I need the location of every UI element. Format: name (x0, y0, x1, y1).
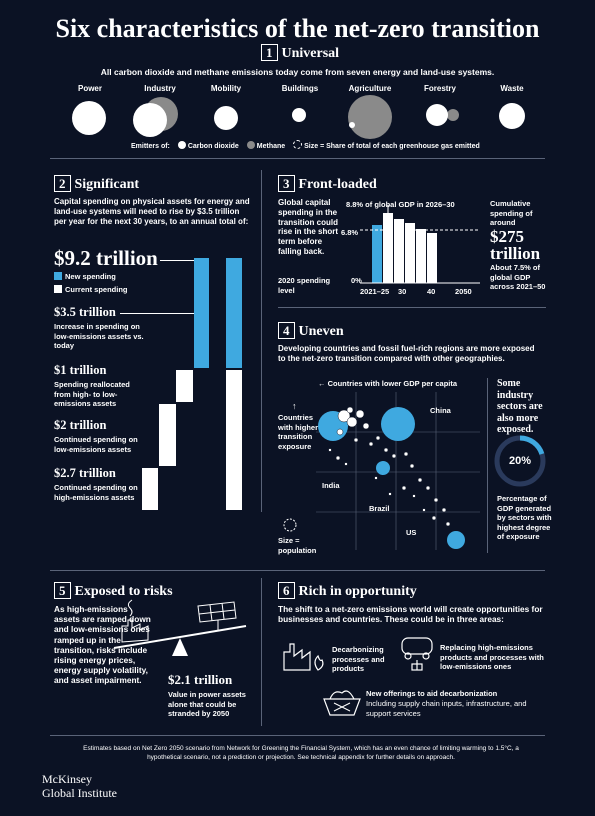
x-label: 30 (398, 287, 407, 296)
divider (487, 378, 488, 553)
up-arrow-icon: ↑ (292, 401, 297, 411)
stranded-value: $2.1 trillion (168, 672, 233, 687)
system-label: Industry (144, 84, 176, 93)
x-label: 2021–25 (360, 287, 390, 296)
cumulative-value: $275 trillion (490, 227, 541, 263)
sector-text: Some industry sectors are also more exposed. (497, 378, 543, 435)
y-axis-label: Countries with higher transition exposure (278, 413, 318, 451)
system-label: Waste (500, 84, 524, 93)
section-title: Front-loaded (298, 177, 377, 192)
seesaw-illustration (110, 596, 250, 660)
bar-2030 (383, 213, 393, 283)
item-value: $2 trillion (54, 418, 107, 432)
opportunity-area-desc: Including supply chain inputs, infrastructure, and support services (366, 699, 527, 718)
factory-icon (122, 620, 148, 642)
co2-legend-dot (178, 141, 186, 149)
new-spending-swatch (54, 272, 62, 280)
agriculture-methane-bubble (348, 95, 392, 139)
size-legend-circle (293, 140, 302, 149)
legend-co2: Carbon dioxide (187, 143, 239, 150)
legend-current-label: Current spending (65, 285, 128, 294)
section-number: 2 (54, 175, 71, 192)
section-title: Significant (74, 177, 140, 192)
seesaw-pivot (172, 638, 188, 656)
divider (261, 578, 262, 726)
bar-2050 (427, 233, 437, 283)
current-spending-swatch (54, 285, 62, 293)
y-label: 6.8% (341, 228, 359, 237)
section-number: 1 (261, 44, 278, 61)
brand-line: McKinsey (42, 772, 92, 786)
brazil-bubble (376, 461, 390, 475)
page-title: Six characteristics of the net-zero transition (55, 14, 540, 43)
china-bubble (381, 407, 415, 441)
section-1-subtitle: All carbon dioxide and methane emissions today come from seven energy and land-use systems. (100, 67, 495, 77)
section-title: Exposed to risks (74, 584, 173, 599)
section-3-heading (278, 175, 377, 193)
bar-2035 (394, 219, 404, 283)
leader-line (120, 313, 195, 314)
item-desc: Continued spending on low-emissions assets (54, 435, 138, 454)
new-spending-legend (54, 272, 116, 281)
opportunity-area-title: New offerings to aid decarbonization (366, 689, 498, 698)
us-bubble (447, 531, 465, 549)
item-desc: Increase in spending on low-emissions assets vs. today (54, 322, 144, 350)
methane-legend-dot (247, 141, 255, 149)
section-4-text: Developing countries and fossil fuel-rich regions are more exposed to the net-zero transition compared with other geographies. (278, 344, 535, 363)
system-label: Buildings (281, 84, 319, 93)
section-3-text: Global capital spending in the transition could rise in the short term before falling back. (278, 198, 339, 256)
legend-methane: Methane (256, 143, 286, 150)
item-value: $1 trillion (54, 363, 107, 377)
item-desc: Continued spending on high-emissions assets (54, 483, 138, 502)
exposure-scatter (316, 392, 480, 550)
country-label: US (406, 528, 417, 537)
smoke-icon (128, 600, 132, 616)
opportunity-area: Replacing high-emissions products and processes with low-emissions ones (440, 643, 544, 671)
power-co2-bubble (72, 101, 106, 135)
cumulative-label: Cumulative spending of around (490, 199, 533, 227)
bar-2040 (405, 223, 415, 283)
emitters-legend (131, 140, 480, 150)
stranded-desc: Value in power assets alone that could be stranded by 2050 (168, 690, 246, 718)
section-title: Rich in opportunity (298, 584, 417, 599)
x-label: 2050 (455, 287, 472, 296)
system-label: Mobility (210, 84, 242, 93)
section-number: 4 (278, 322, 295, 339)
system-label: Forestry (423, 84, 456, 93)
high-emissions-bar (142, 468, 158, 510)
mobility-co2-bubble (214, 106, 238, 130)
legend-size: Size = Share of total of each greenhouse gas emitted (304, 143, 480, 150)
x-axis-label: ← Countries with lower GDP per capita (318, 379, 458, 388)
section-number: 6 (278, 582, 295, 599)
size-label: Size = population (278, 536, 317, 555)
total-spending-value: $9.2 trillion (54, 246, 158, 270)
opportunity-area: Decarbonizing processes and products (332, 645, 385, 673)
system-label: Agriculture (348, 84, 392, 93)
bar-2045 (416, 229, 426, 283)
legend-new-label: New spending (65, 272, 116, 281)
current-spending-legend (54, 285, 128, 294)
country-label: China (430, 406, 451, 415)
industry-co2-bubble (133, 103, 167, 137)
peak-label: 8.8% of global GDP in 2026–30 (346, 200, 455, 209)
brand-logo (42, 772, 117, 800)
y-label: 0% (351, 276, 362, 285)
country-label: India (322, 481, 340, 490)
total-current-bar (226, 370, 242, 510)
country-label: Brazil (369, 504, 390, 513)
factory-flame-icon (282, 636, 328, 672)
section-title: Uneven (298, 324, 344, 339)
system-label: Power (77, 84, 102, 93)
legend-prefix: Emitters of: (131, 143, 170, 150)
bar-2021-25 (372, 225, 382, 283)
waste-methane-bubble (499, 103, 525, 129)
item-value: $2.7 trillion (54, 466, 116, 480)
x-label: 40 (427, 287, 436, 296)
forestry-co2-bubble (426, 104, 448, 126)
item-desc: Spending reallocated from high- to low-emissions assets (54, 380, 130, 408)
section-number: 3 (278, 175, 295, 192)
low-emissions-bar (159, 404, 176, 466)
section-2-text: Capital spending on physical assets for energy and land-use systems will need to rise by $3.5 trillion per year for the next 30 years, to an annual total of: (54, 197, 250, 226)
mine-cart-icon (320, 685, 364, 721)
population-size-icon (283, 518, 297, 532)
section-number: 5 (54, 582, 71, 599)
divider (50, 570, 545, 571)
divider (278, 307, 546, 308)
section-2-heading (54, 175, 139, 193)
total-new-bar (226, 258, 242, 368)
brand-line: Global Institute (42, 786, 117, 800)
divider (50, 158, 545, 159)
front-loaded-chart (360, 205, 480, 285)
new-spending-bar (194, 258, 209, 368)
footnote: Estimates based on Net Zero 2050 scenario from Network for Greening the Financial System, which has an even chance of limiting warming to 1.5°C, a hypothetical scenario, not a prediction or projection. See technical appendix for further details on approach. (83, 745, 519, 761)
donut-caption: Percentage of GDP generated by sectors with highest degree of exposure (497, 494, 552, 541)
buildings-co2-bubble (292, 108, 306, 122)
spending-level-label: 2020 spending level (278, 276, 331, 295)
cumulative-note: About 7.5% of global GDP across 2021–50 (490, 263, 546, 291)
section-4-heading (278, 322, 344, 340)
agriculture-co2-bubble (349, 122, 355, 128)
solar-panel-icon (198, 602, 236, 630)
divider (50, 735, 545, 736)
divider (261, 170, 262, 512)
forestry-methane-bubble (447, 109, 459, 121)
item-value: $3.5 trillion (54, 305, 116, 319)
donut-value: 20% (508, 455, 532, 467)
section-5-text: As high-emissions assets are ramped down and low-emissions ones ramped up in the transition, risks include rising energy prices, energy supply volatility, and asset impairment. (54, 604, 151, 686)
reallocated-bar (176, 370, 193, 402)
x-axis-text: Countries with lower GDP per capita (327, 379, 458, 388)
section-title: Universal (281, 46, 340, 61)
section-6-text: The shift to a net-zero emissions world will create opportunities for businesses and countries. These could be in three areas: (278, 604, 543, 625)
section-6-heading (278, 582, 417, 600)
section-1-heading (261, 44, 339, 62)
ev-charger-icon (398, 634, 436, 674)
emissions-bubbles (0, 90, 595, 142)
